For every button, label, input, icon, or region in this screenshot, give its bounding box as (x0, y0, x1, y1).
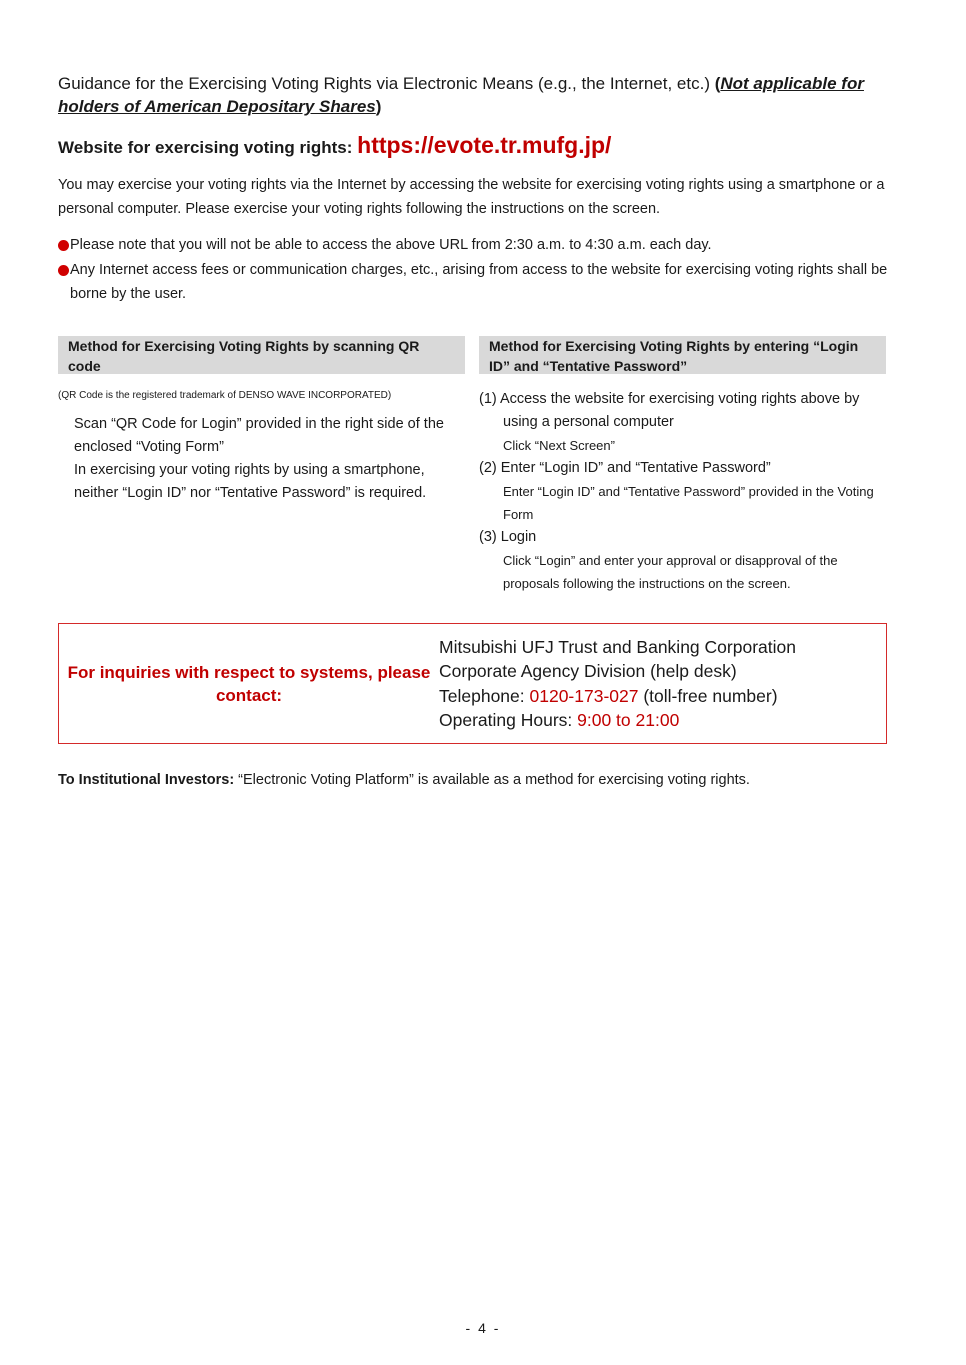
intro-paragraph: You may exercise your voting rights via the Internet by accessing the website for exercising voting rights using a smartphone or a personal computer. Please exercise your voting rights following the instructions on the screen. (58, 177, 885, 217)
note-text: Any Internet access fees or communication charges, etc., arising from access to the website for exercising voting rights shall be borne by the user. (70, 262, 888, 302)
note-text: Please note that you will not be able to access the above URL from 2:30 a.m. to 4:30 a.m. each day. (70, 237, 712, 253)
telephone-label: Telephone: (439, 685, 530, 706)
telephone-number: 0120-173-027 (529, 685, 639, 706)
contact-box (58, 623, 887, 744)
website-label: Website for exercising voting rights: (58, 138, 358, 157)
contact-info (439, 635, 796, 733)
login-method-heading: Method for Exercising Voting Rights by entering “Login ID” and “Tentative Password” (479, 336, 886, 374)
contact-hours (439, 708, 796, 733)
guidance-paren-close: ) (375, 97, 382, 116)
institutional-note (58, 772, 898, 788)
step-title-continued: using a personal computer (503, 414, 674, 430)
qr-method-column (58, 336, 465, 595)
contact-division: Corporate Agency Division (help desk) (439, 661, 737, 681)
notes-list (58, 233, 898, 306)
qr-trademark-note: (QR Code is the registered trademark of DENSO WAVE INCORPORATED) (58, 390, 392, 401)
step-detail: Enter “Login ID” and “Tentative Password” provided in the Voting Form (503, 484, 874, 522)
note-item (58, 233, 898, 257)
guidance-emphasis: Not applicable for holders of American Depositary Shares (58, 74, 864, 116)
document-page (58, 72, 898, 788)
qr-instruction-2: In exercising your voting rights by using a smartphone, neither “Login ID” nor “Tentative Password” is required. (74, 462, 427, 501)
login-steps (479, 388, 886, 595)
website-line (58, 132, 898, 159)
qr-method-body (58, 413, 465, 505)
step-title: (3) Login (479, 529, 537, 545)
hours-value: 9:00 to 21:00 (577, 710, 680, 730)
contact-telephone (439, 684, 796, 709)
step-title: (2) Enter “Login ID” and “Tentative Password” (479, 460, 771, 476)
step-detail: Click “Login” and enter your approval or disapproval of the proposals following the instructions on the screen. (503, 553, 838, 591)
guidance-lead: Guidance for the Exercising Voting Rights via Electronic Means (e.g., the Internet, etc.) (58, 74, 715, 93)
hours-label: Operating Hours: (439, 710, 578, 730)
methods-columns (58, 336, 886, 595)
guidance-heading (58, 72, 898, 118)
login-method-column (479, 336, 886, 595)
institutional-label: To Institutional Investors: (58, 772, 235, 788)
note-item (58, 258, 898, 306)
institutional-text: “Electronic Voting Platform” is available as a method for exercising voting rights. (234, 772, 750, 788)
qr-instruction-1: Scan “QR Code for Login” provided in the right side of the enclosed “Voting Form” (74, 416, 444, 455)
guidance-paren-open: ( (714, 74, 721, 93)
qr-method-heading: Method for Exercising Voting Rights by scanning QR code (58, 336, 465, 374)
telephone-note: (toll-free number) (638, 685, 778, 706)
bullet-icon (58, 240, 69, 251)
step-detail: Click “Next Screen” (503, 438, 615, 453)
step-title: (1) Access the website for exercising voting rights above by (479, 391, 860, 407)
contact-company: Mitsubishi UFJ Trust and Banking Corporation (439, 636, 796, 657)
website-url-link[interactable]: https://evote.tr.mufg.jp/ (357, 132, 612, 158)
bullet-icon (58, 265, 69, 276)
contact-label: For inquiries with respect to systems, please contact: (67, 662, 431, 705)
page-number: - 4 - (465, 1320, 501, 1336)
